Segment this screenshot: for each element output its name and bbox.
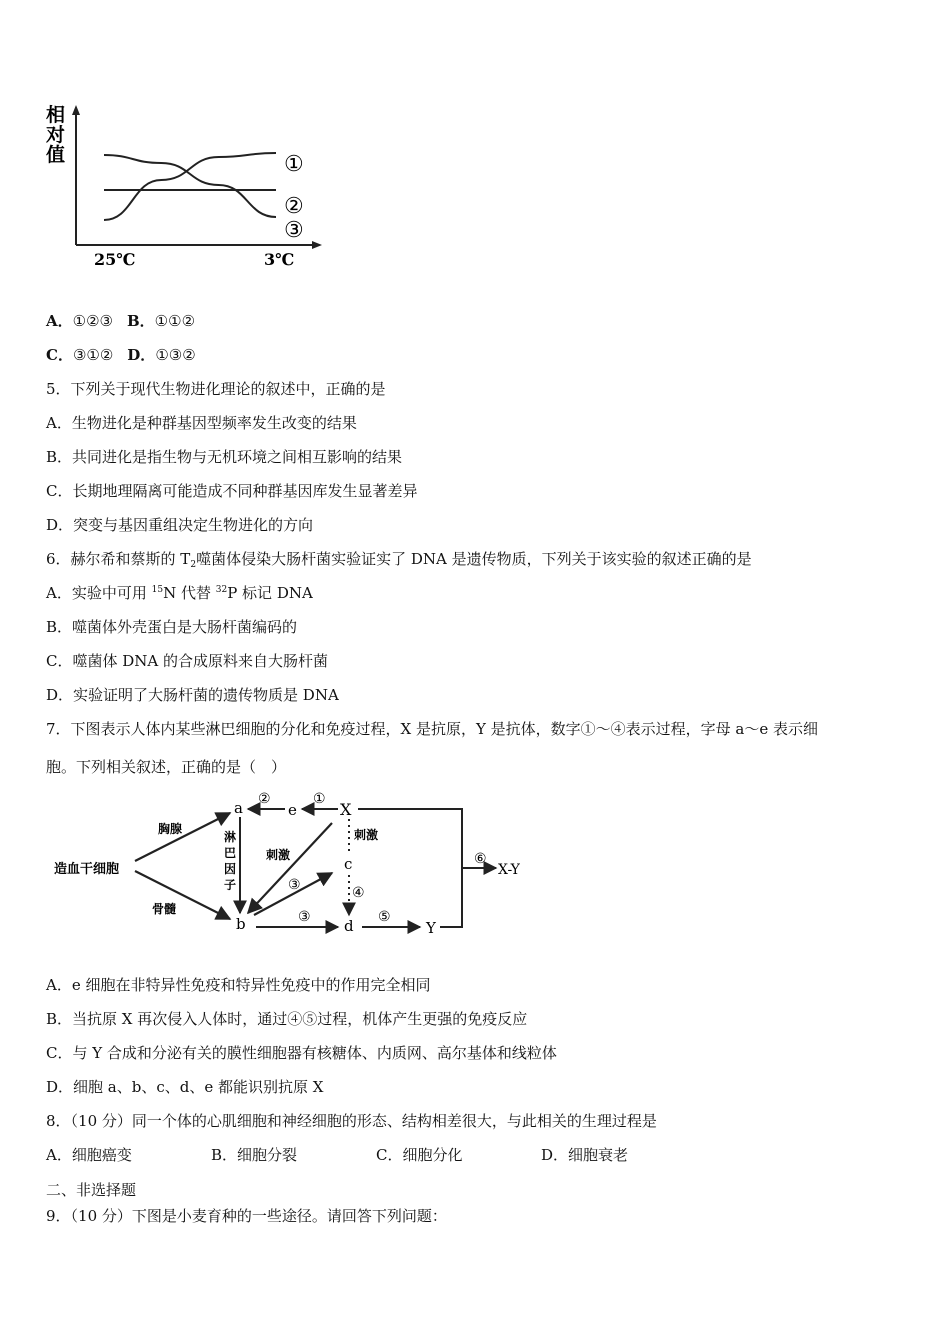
q6-option-b: B．噬菌体外壳蛋白是大肠杆菌编码的	[46, 618, 298, 636]
arrow-x-to-b	[248, 823, 332, 913]
chart-y-arrow	[72, 105, 80, 115]
immune-diagram	[40, 785, 540, 945]
q4-option-a-text: ①②③	[72, 312, 113, 330]
arrow-source-to-b	[135, 871, 230, 919]
process-3a: ③	[288, 877, 301, 893]
cell-c: c	[344, 855, 353, 873]
q5-option-a: A．生物进化是种群基因型频率发生改变的结果	[46, 414, 357, 432]
section-2-title: 二、非选择题	[46, 1181, 137, 1199]
chart-ylabel-2: 对	[46, 124, 66, 146]
cell-d: d	[344, 917, 354, 935]
chart-series-label-3: ③	[284, 218, 304, 243]
cell-a: a	[234, 799, 243, 817]
q4-option-a-label: A．	[46, 312, 73, 330]
q5-stem: 5．下列关于现代生物进化理论的叙述中，正确的是	[46, 380, 386, 398]
chart-series-label-1: ①	[284, 152, 304, 177]
q6-option-a-post: P 标记 DNA	[227, 584, 313, 602]
q6-option-a	[46, 583, 313, 603]
q8-option-d: D．细胞衰老	[541, 1146, 629, 1164]
q8-stem: 8．（10 分）同一个体的心肌细胞和神经细胞的形态、结构相差很大，与此相关的生理过程是	[46, 1112, 657, 1130]
q6-stem	[46, 549, 752, 569]
complex-xy: X-Y	[498, 862, 520, 878]
q4-option-d-text: ①③②	[155, 346, 196, 364]
arrow-source-to-a	[135, 813, 230, 861]
chart-series-line-1	[104, 153, 276, 220]
process-3b: ③	[298, 909, 311, 925]
q7-option-a: A．e 细胞在非特异性免疫和特异性免疫中的作用完全相同	[46, 976, 431, 994]
q4-options-row-1	[46, 311, 195, 331]
antibody-y: Y	[426, 919, 436, 937]
process-5: ⑤	[378, 909, 391, 925]
q8-option-a: A．细胞癌变	[46, 1146, 132, 1164]
q6-stem-post: 噬菌体侵染大肠杆菌实验证实了 DNA 是遗传物质，下列关于该实验的叙述正确的是	[196, 550, 752, 568]
cell-b: b	[236, 915, 246, 933]
cell-e: e	[288, 801, 297, 819]
q5-option-c: C．长期地理隔离可能造成不同种群基因库发生显著差异	[46, 482, 418, 500]
stimulate-label-2: 刺激	[354, 828, 379, 842]
q8-option-b: B．细胞分裂	[211, 1146, 298, 1164]
chart-ylabel-1: 相	[46, 104, 66, 126]
chart-series-line-3	[104, 155, 276, 217]
temperature-chart	[40, 95, 340, 275]
q6-option-d: D．实验证明了大肠杆菌的遗传物质是 DNA	[46, 686, 339, 704]
antigen-x: X	[340, 800, 352, 819]
q6-option-c: C．噬菌体 DNA 的合成原料来自大肠杆菌	[46, 652, 328, 670]
q6-stem-sub: 2	[190, 560, 197, 570]
q4-options-row-2	[46, 345, 196, 365]
diagram-thymus-label: 胸腺	[158, 822, 183, 836]
diagram-marrow-label: 骨髓	[152, 902, 177, 916]
chart-x-arrow	[312, 241, 322, 249]
q7-stem-line-1: 7．下图表示人体内某些淋巴细胞的分化和免疫过程，X 是抗原，Y 是抗体，数字①～④表示过程，字母 a～e 表示细	[46, 720, 819, 738]
q4-option-c-text: ③①②	[72, 346, 114, 364]
q6-option-a-pre: A．实验中可用	[46, 584, 152, 602]
stimulate-label-1: 刺激	[266, 848, 291, 862]
process-1: ①	[313, 791, 326, 807]
chart-series-label-2: ②	[284, 194, 304, 219]
q5-option-d: D．突变与基因重组决定生物进化的方向	[46, 516, 314, 534]
chart-ylabel-3: 值	[46, 144, 66, 166]
q4-option-d-label: D．	[127, 346, 156, 364]
diagram-source-label: 造血干细胞	[54, 862, 120, 877]
q4-option-c-label: C．	[46, 346, 73, 364]
process-4: ④	[352, 885, 365, 901]
chart-x-end-label: 3℃	[264, 250, 295, 269]
q7-option-b: B．当抗原 X 再次侵入人体时，通过④⑤过程，机体产生更强的免疫反应	[46, 1010, 528, 1028]
lymphokine-char-3: 因	[224, 862, 237, 876]
q9-stem: 9．（10 分）下图是小麦育种的一些途径。请回答下列问题：	[46, 1207, 447, 1225]
chart-x-start-label: 25℃	[94, 250, 136, 269]
process-2: ②	[258, 791, 271, 807]
q4-option-b-text: ①①②	[154, 312, 196, 330]
lymphokine-char-1: 淋	[224, 830, 237, 844]
q6-option-a-sup2: 32	[215, 585, 228, 595]
q6-option-a-mid: N 代替	[163, 584, 216, 602]
q7-stem-line-2: 胞。下列相关叙述，正确的是（ ）	[46, 758, 287, 776]
q6-stem-pre: 6．赫尔希和蔡斯的 T	[46, 550, 191, 568]
q5-option-b: B．共同进化是指生物与无机环境之间相互影响的结果	[46, 448, 403, 466]
bracket-line	[358, 809, 462, 927]
process-6: ⑥	[474, 851, 487, 867]
q6-option-a-sup1: 15	[151, 585, 164, 595]
q4-option-b-label: B．	[126, 312, 155, 330]
q7-option-d: D．细胞 a、b、c、d、e 都能识别抗原 X	[46, 1078, 324, 1096]
q8-options	[46, 1145, 628, 1165]
lymphokine-char-2: 巴	[224, 846, 237, 860]
q8-option-c: C．细胞分化	[376, 1146, 463, 1164]
lymphokine-char-4: 子	[224, 878, 237, 892]
q7-option-c: C．与 Y 合成和分泌有关的膜性细胞器有核糖体、内质网、高尔基体和线粒体	[46, 1044, 557, 1062]
